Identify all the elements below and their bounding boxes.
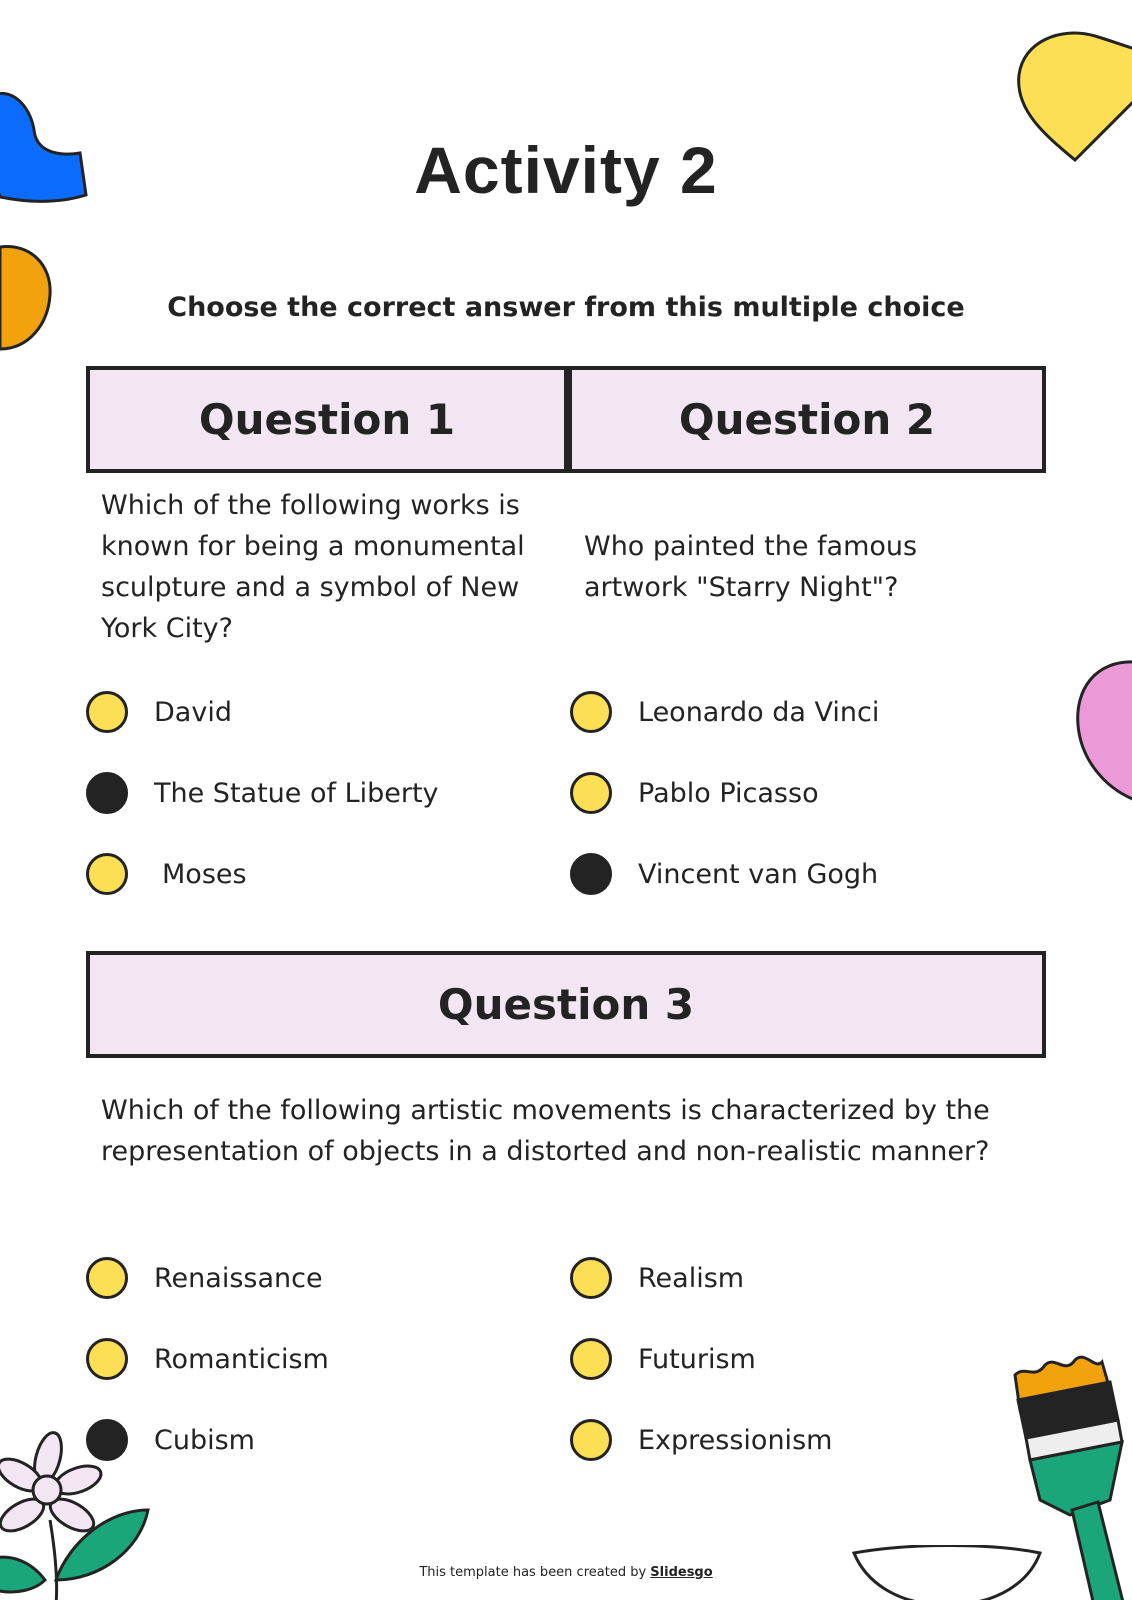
option-label: Pablo Picasso	[638, 777, 819, 809]
radio-button-selected[interactable]	[86, 1419, 128, 1461]
q2-option-3[interactable]	[570, 850, 878, 898]
footer-text: This template has been created by	[419, 1565, 647, 1580]
question-1-text: Which of the following works is known for being a monumental sculpture and a symbol of New York City?	[101, 490, 525, 644]
option-label: Leonardo da Vinci	[638, 696, 880, 728]
option-label: Renaissance	[154, 1262, 323, 1294]
q3-option-5[interactable]	[570, 1335, 756, 1383]
radio-button[interactable]	[570, 1257, 612, 1299]
question-1-header: Question 1	[86, 366, 568, 473]
q1-option-3[interactable]	[86, 850, 247, 898]
option-label: Cubism	[154, 1424, 255, 1456]
question-2-text: Who painted the famous artwork "Starry Night"?	[584, 531, 918, 603]
q1-option-1[interactable]	[86, 688, 232, 736]
q3-option-4[interactable]	[570, 1254, 744, 1302]
option-label: Romanticism	[154, 1343, 329, 1375]
q3-option-6[interactable]	[570, 1416, 832, 1464]
q1-option-2[interactable]	[86, 769, 439, 817]
radio-button[interactable]	[570, 772, 612, 814]
q2-option-2[interactable]	[570, 769, 819, 817]
option-label: David	[154, 696, 232, 728]
option-label: Moses	[162, 858, 247, 890]
page-subtitle: Choose the correct answer from this multiple choice	[167, 292, 965, 323]
radio-button[interactable]	[570, 1338, 612, 1380]
radio-button[interactable]	[86, 1338, 128, 1380]
question-2-header: Question 2	[568, 366, 1046, 473]
radio-button[interactable]	[86, 691, 128, 733]
radio-button[interactable]	[570, 1419, 612, 1461]
option-label: Futurism	[638, 1343, 756, 1375]
radio-button[interactable]	[86, 853, 128, 895]
radio-button-selected[interactable]	[570, 853, 612, 895]
radio-button[interactable]	[570, 691, 612, 733]
q3-option-2[interactable]	[86, 1335, 329, 1383]
page-title: Activity 2	[414, 133, 718, 207]
option-label: Expressionism	[638, 1424, 833, 1456]
option-label: Realism	[638, 1262, 745, 1294]
question-3-text: Which of the following artistic movements is characterized by the representation of objects in a distorted and non-realistic manner?	[101, 1095, 990, 1167]
option-label: The Statue of Liberty	[154, 777, 439, 809]
radio-button[interactable]	[86, 1257, 128, 1299]
q2-option-1[interactable]	[570, 688, 879, 736]
q3-option-3[interactable]	[86, 1416, 255, 1464]
slidesgo-link[interactable]: Slidesgo	[650, 1565, 713, 1580]
question-3-header: Question 3	[86, 951, 1046, 1058]
radio-button-selected[interactable]	[86, 772, 128, 814]
option-label: Vincent van Gogh	[638, 858, 879, 890]
q3-option-1[interactable]	[86, 1254, 323, 1302]
pink-blob-icon	[1075, 660, 1132, 810]
footer-credit	[0, 1565, 1132, 1580]
